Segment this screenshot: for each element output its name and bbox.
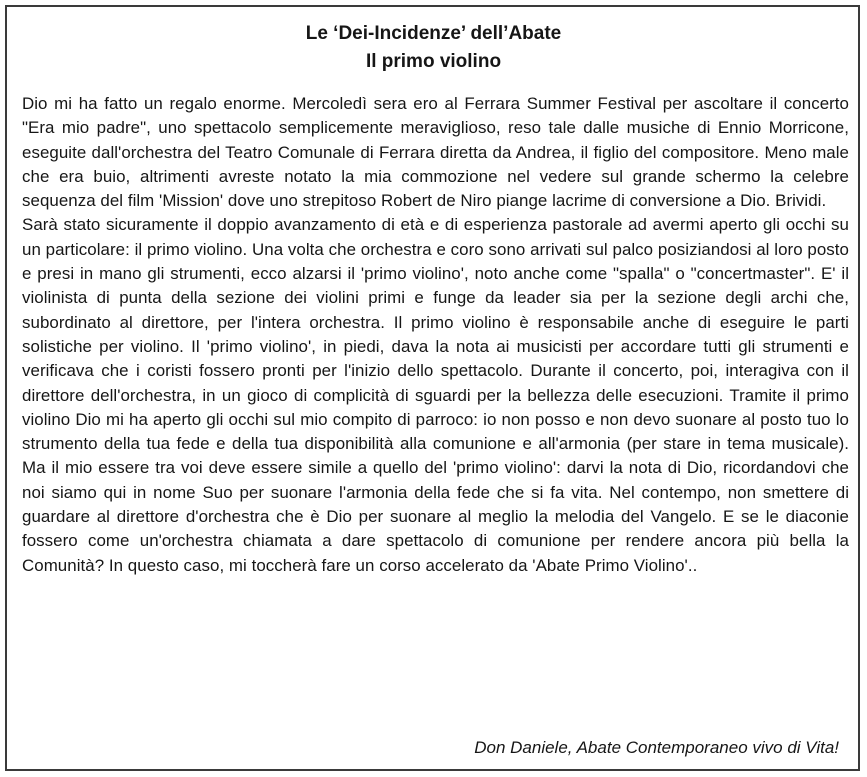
article-subtitle: Il primo violino	[365, 51, 502, 72]
article-title: Le ‘Dei-Incidenze’ dell’Abate	[305, 23, 562, 44]
signature: Don Daniele, Abate Contemporaneo vivo di Vita!	[474, 738, 839, 757]
article-header	[0, 20, 867, 76]
article-body	[22, 92, 849, 578]
paragraph-2: Sarà stato sicuramente il doppio avanzamento di età e di esperienza pastorale ad avermi aperto gli occhi su un particolare: il primo violino. Una volta che orchestra e coro sono arrivati sul palco posiziandosi al loro posto e presi in mano gli strumenti, ecco alzarsi il 'primo violino', noto anche come "spalla" o "concertmaster". E' il violinista di punta della sezione dei violini primi e funge da leader sia per la sezione degli archi che, subordinato al direttore, per l'intera orchestra. Il primo violino è responsabile anche di eseguire le parti solistiche per violino. Il 'primo violino', in piedi, dava la nota ai musicisti per accordare tutti gli strumenti e verificava che i coristi fossero pronti per l'inizio dello spettacolo. Durante il concerto, poi, interagiva con il direttore dell'orchestra, in un gioco di complicità di sguardi per la bellezza delle esecuzioni. Tramite il primo violino Dio mi ha aperto gli occhi sul mio compito di parroco: io non posso e non devo suonare al posto tuo lo strumento della tua fede e della tua disponibilità alla comunione e all'armonia (per stare in tema musicale). Ma il mio essere tra voi deve essere simile a quello del 'primo violino': darvi la nota di Dio, ricordandovi che noi siamo qui in nome Suo per suonare l'armonia della fede che si fa vita. Nel contempo, non smettere di guardare al direttore d'orchestra che è Dio per suonare al meglio la melodia del Vangelo. E se le diaconie fossero come un'orchestra chiamata a dare spettacolo di comunione per rendere ancora più bella la Comunità? In questo caso, mi toccherà fare un corso accelerato da 'Abate Primo Violino'..	[22, 215, 849, 575]
paragraph-1: Dio mi ha fatto un regalo enorme. Mercoledì sera ero al Ferrara Summer Festival per ascoltare il concerto "Era mio padre", uno spettacolo semplicemente meraviglioso, reso tale dalle musiche di Ennio Morricone, eseguite dall'orchestra del Teatro Comunale di Ferrara diretta da Andrea, il figlio del compositore. Meno male che era buio, altrimenti avreste notato la mia commozione nel vedere sul grande schermo la celebre sequenza del film 'Mission' dove uno strepitoso Robert de Niro piange lacrime di conversione a Dio. Brividi.	[22, 94, 849, 211]
